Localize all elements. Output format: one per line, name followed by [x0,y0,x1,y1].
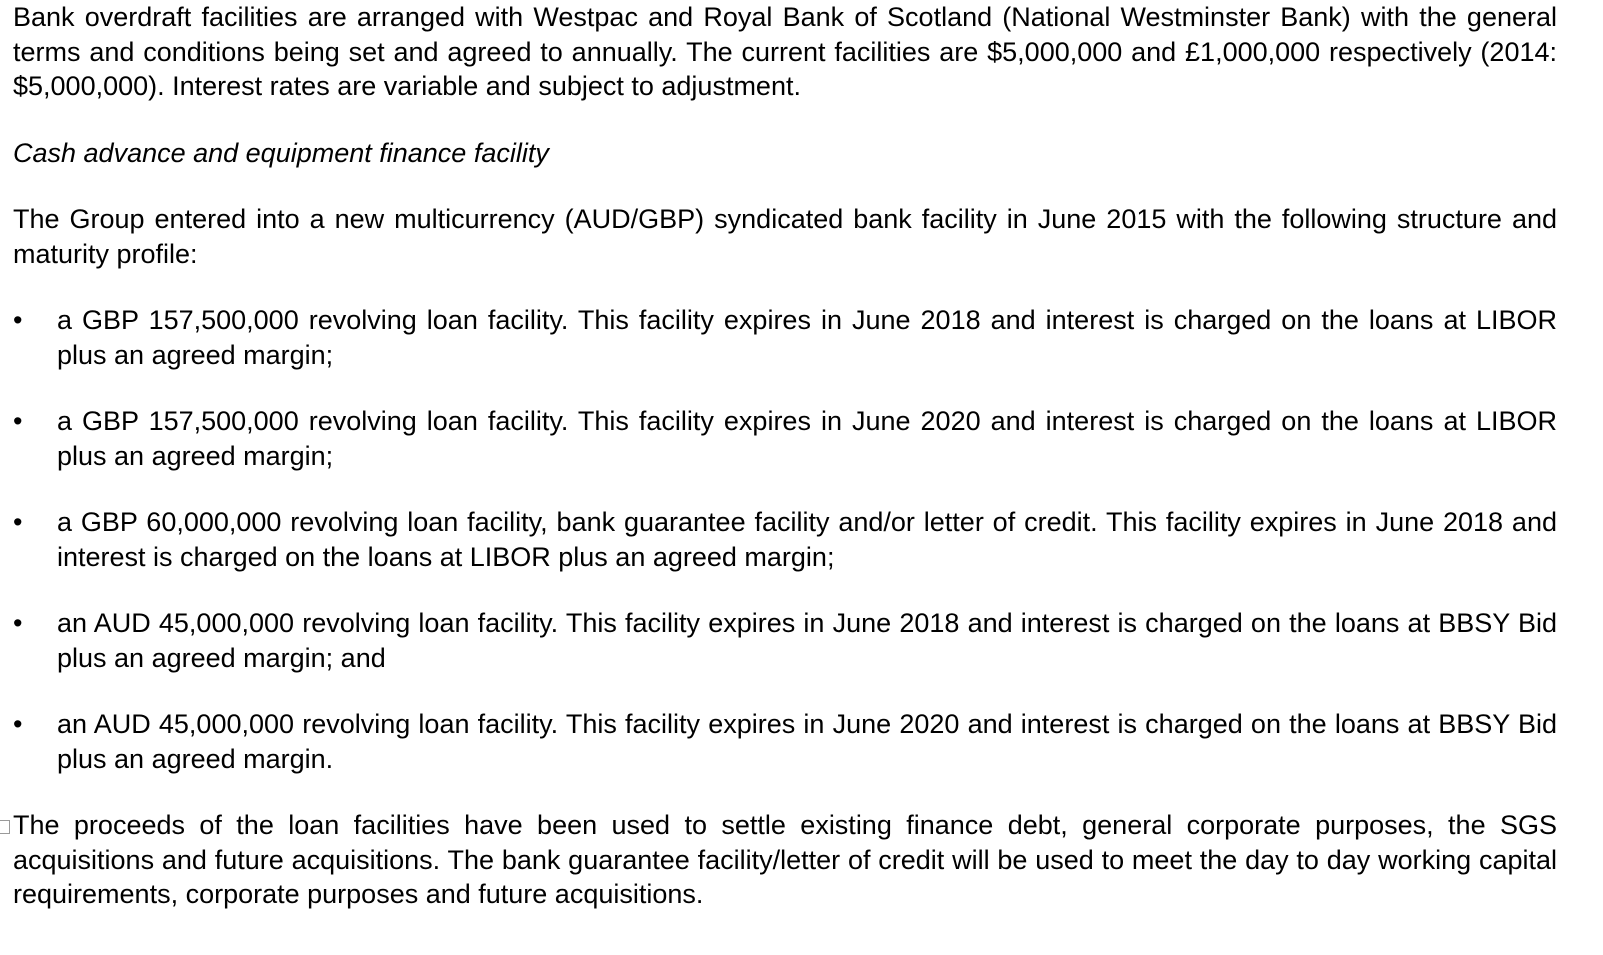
bullet-icon: • [13,608,23,638]
proceeds-paragraph [13,808,1557,912]
list-item-text: an AUD 45,000,000 revolving loan facility. This facility expires in June 2018 and interest is charged on the loans at BBSY Bid plus an agreed margin; and [57,608,1557,673]
list-item [13,303,1557,372]
facility-lead-paragraph: The Group entered into a new multicurrency (AUD/GBP) syndicated bank facility in June 2015 with the following structure and maturity profile: [13,204,1557,269]
section-heading: Cash advance and equipment finance facility [13,137,549,168]
bullet-icon: • [13,709,23,739]
list-item [13,606,1557,675]
list-item [13,404,1557,473]
document-page [13,0,1557,912]
bullet-icon: • [13,305,23,335]
proceeds-paragraph-text: The proceeds of the loan facilities have been used to settle existing finance debt, general corporate purposes, the SGS acquisitions and future acquisitions. The bank guarantee facility/letter of credit will be used to meet the day to day working capital requirements, corporate purposes and future acquisitions. [13,810,1557,909]
list-item-text: an AUD 45,000,000 revolving loan facility. This facility expires in June 2020 and interest is charged on the loans at BBSY Bid plus an agreed margin. [57,709,1557,774]
list-item [13,707,1557,776]
list-item [13,505,1557,574]
bullet-icon: • [13,507,23,537]
overdraft-paragraph: Bank overdraft facilities are arranged with Westpac and Royal Bank of Scotland (National Westminster Bank) with the general terms and conditions being set and agreed to annually. The current facilities are $5,000,000 and £1,000,000 respectively (2014: $5,000,000). Interest rates are variable and subject to adjustment. [13,2,1557,101]
list-item-text: a GBP 157,500,000 revolving loan facility. This facility expires in June 2020 and interest is charged on the loans at LIBOR plus an agreed margin; [57,406,1557,471]
list-item-text: a GBP 60,000,000 revolving loan facility, bank guarantee facility and/or letter of credit. This facility expires in June 2018 and interest is charged on the loans at LIBOR plus an agreed margin; [57,507,1557,572]
bullet-icon: • [13,406,23,436]
list-item-text: a GBP 157,500,000 revolving loan facility. This facility expires in June 2018 and interest is charged on the loans at LIBOR plus an agreed margin; [57,305,1557,370]
margin-marker-icon [0,820,10,834]
facility-list [13,303,1557,776]
